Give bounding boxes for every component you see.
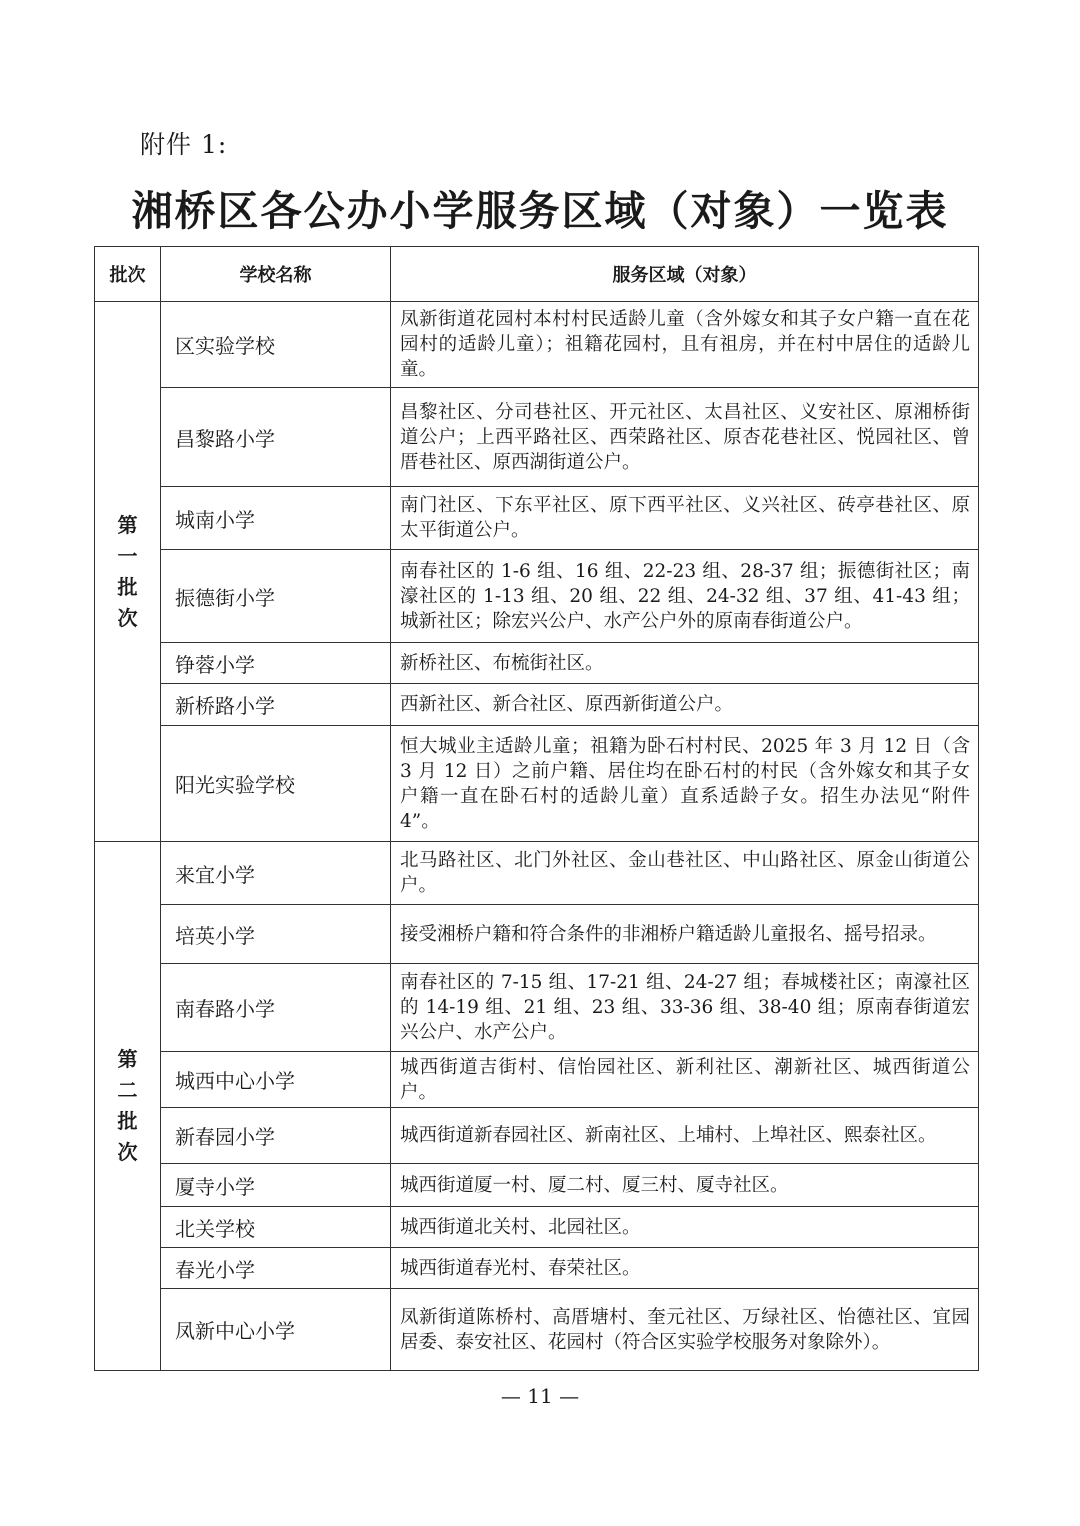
school-name: 铮蓉小学 (161, 643, 391, 684)
school-name: 凤新中心小学 (161, 1289, 391, 1371)
service-area: 南春社区的 1-6 组、16 组、22-23 组、28-37 组；振德街社区；南濠社区的 1-13 组、20 组、22 组、24-32 组、37 组、41-43 组；城新社区；除宏兴公户、水产公户外的原南春街道公户。 (391, 550, 979, 643)
service-area: 恒大城业主适龄儿童；祖籍为卧石村村民、2025 年 3 月 12 日（含 3 月 12 日）之前户籍、居住均在卧石村的村民（含外嫁女和其子女户籍一直在卧石村的适龄儿童）直系适龄子女。招生办法见“附件 4”。 (391, 726, 979, 842)
table-row (95, 1164, 979, 1207)
school-name: 新春园小学 (161, 1108, 391, 1164)
table-row (95, 487, 979, 550)
service-area: 凤新街道花园村本村村民适龄儿童（含外嫁女和其子女户籍一直在花园村的适龄儿童）；祖籍花园村，且有祖房，并在村中居住的适龄儿童。 (391, 302, 979, 388)
service-area: 北马路社区、北门外社区、金山巷社区、中山路社区、原金山街道公户。 (391, 842, 979, 905)
table-row (95, 1207, 979, 1248)
header-area: 服务区域（对象） (391, 247, 979, 302)
service-area: 城西街道新春园社区、新南社区、上埔村、上埠社区、熙泰社区。 (391, 1108, 979, 1164)
service-area: 南门社区、下东平社区、原下西平社区、义兴社区、砖亭巷社区、原太平街道公户。 (391, 487, 979, 550)
school-name: 新桥路小学 (161, 684, 391, 726)
header-batch: 批次 (95, 247, 161, 302)
school-name: 城西中心小学 (161, 1052, 391, 1108)
page-title: 湘桥区各公办小学服务区域（对象）一览表 (131, 187, 949, 235)
service-area: 新桥社区、布梳街社区。 (391, 643, 979, 684)
school-name: 振德街小学 (161, 550, 391, 643)
school-name: 春光小学 (161, 1248, 391, 1289)
batch-label: 第二批次 (117, 1047, 138, 1164)
table-row (95, 1108, 979, 1164)
table-row (95, 1052, 979, 1108)
batch-cell-second (95, 842, 161, 1371)
table-row (95, 726, 979, 842)
service-area: 城西街道厦一村、厦二村、厦三村、厦寺社区。 (391, 1164, 979, 1207)
table-row (95, 302, 979, 388)
service-area: 城西街道春光村、春荣社区。 (391, 1248, 979, 1289)
attachment-label: 附件 1: (140, 130, 228, 159)
school-name: 北关学校 (161, 1207, 391, 1248)
table-row (95, 842, 979, 905)
school-name: 城南小学 (161, 487, 391, 550)
school-name: 培英小学 (161, 905, 391, 964)
table-row (95, 388, 979, 487)
school-name: 昌黎路小学 (161, 388, 391, 487)
batch-cell-first (95, 302, 161, 842)
school-name: 来宜小学 (161, 842, 391, 905)
service-area: 西新社区、新合社区、原西新街道公户。 (391, 684, 979, 726)
table-header-row (95, 247, 979, 302)
service-area-table (94, 246, 979, 1371)
table-row (95, 1289, 979, 1371)
header-school: 学校名称 (161, 247, 391, 302)
service-area: 凤新街道陈桥村、高厝塘村、奎元社区、万绿社区、怡德社区、宜园居委、泰安社区、花园村（符合区实验学校服务对象除外）。 (391, 1289, 979, 1371)
table-row (95, 684, 979, 726)
batch-label: 第一批次 (117, 512, 138, 630)
table-row (95, 964, 979, 1052)
page-number: — 11 — (500, 1384, 580, 1408)
table-row (95, 1248, 979, 1289)
school-name: 区实验学校 (161, 302, 391, 388)
service-area: 接受湘桥户籍和符合条件的非湘桥户籍适龄儿童报名、摇号招录。 (391, 905, 979, 964)
school-name: 阳光实验学校 (161, 726, 391, 842)
school-name: 厦寺小学 (161, 1164, 391, 1207)
service-area: 昌黎社区、分司巷社区、开元社区、太昌社区、义安社区、原湘桥街道公户；上西平路社区、西荣路社区、原杏花巷社区、悦园社区、曾厝巷社区、原西湖街道公户。 (391, 388, 979, 487)
table-row (95, 905, 979, 964)
service-area: 城西街道吉街村、信怡园社区、新利社区、潮新社区、城西街道公户。 (391, 1052, 979, 1108)
table-row (95, 550, 979, 643)
service-area: 城西街道北关村、北园社区。 (391, 1207, 979, 1248)
school-name: 南春路小学 (161, 964, 391, 1052)
service-area: 南春社区的 7-15 组、17-21 组、24-27 组；春城楼社区；南濠社区的 14-19 组、21 组、23 组、33-36 组、38-40 组；原南春街道宏兴公户、水产公户。 (391, 964, 979, 1052)
table-row (95, 643, 979, 684)
